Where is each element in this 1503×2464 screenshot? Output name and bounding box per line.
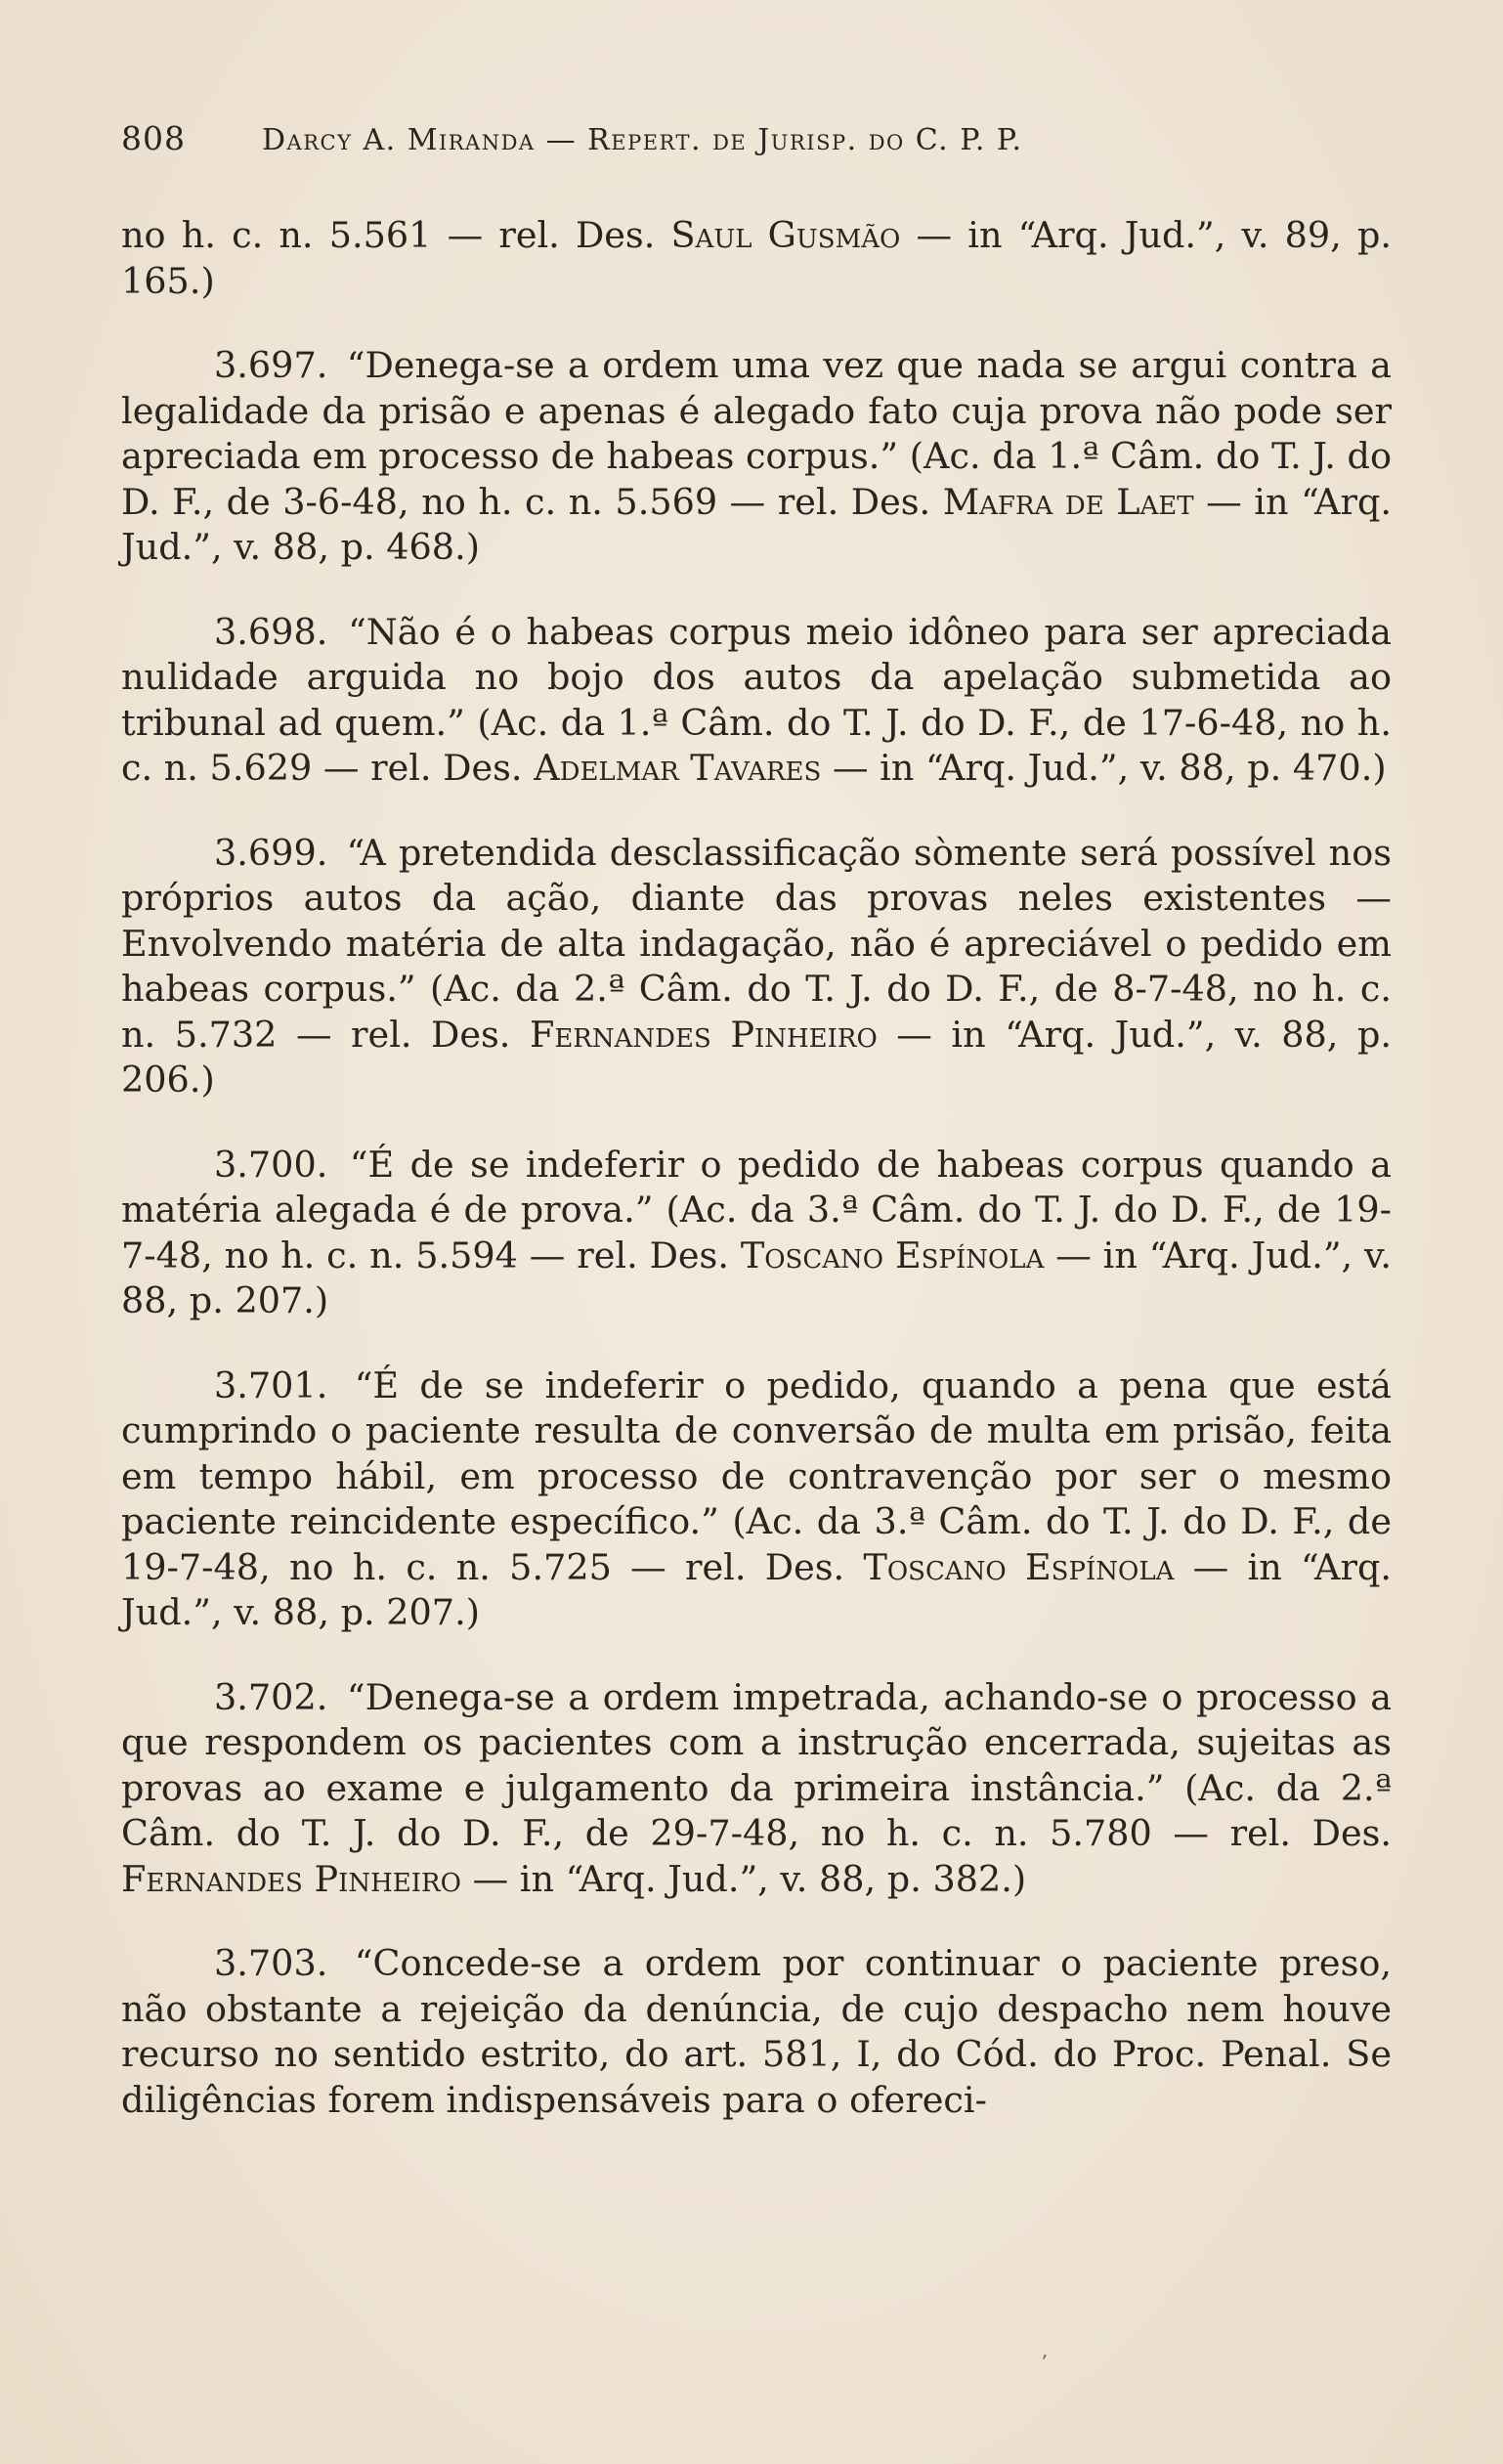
page-number: 808 — [121, 119, 186, 157]
entry-text: “É de se indeferir o pedido de habeas corpus quando a matéria alegada é de prova.” (Ac. da 3.ª Câm. do T. J. do D. F., de 19-7-48, no h. c. n. 5.594 — rel. Des. — [121, 1143, 1392, 1276]
stray-ink-mark: , — [1042, 2338, 1049, 2361]
entry-citation: — in “Arq. Jud.”, v. 88, p. 470.) — [821, 747, 1387, 789]
entry-citation: — in “Arq. Jud.”, v. 89, p. 165.) — [121, 214, 1393, 302]
entry-3702 — [121, 1675, 1392, 1903]
entry-3700 — [121, 1143, 1392, 1324]
entry-author: Saul Gusmão — [670, 214, 901, 256]
entry-citation: — in “Arq. Jud.”, v. 88, p. 206.) — [121, 1013, 1392, 1101]
running-header — [121, 119, 1392, 157]
entry-number: 3.703. — [214, 1942, 328, 1984]
entry-text: “Denega-se a ordem impetrada, achando-se o processo a que respondem os pacientes com a instrução encerrada, sujeitas as provas ao exame e julgamento da primeira instância.” (Ac. da 2.ª Câm. do T. J. do D. F., de 29-7-48, no h. c. n. 5.780 — rel. Des. — [121, 1675, 1392, 1854]
entry-3697 — [121, 343, 1392, 571]
entry-text: no h. c. n. 5.561 — rel. Des. — [121, 214, 671, 256]
entry-author: Adelmar Tavares — [534, 747, 822, 789]
page-body — [121, 213, 1392, 2162]
entry-author: Fernandes Pinheiro — [121, 1857, 461, 1900]
entry-number: 3.702. — [214, 1675, 328, 1718]
entry-citation: — in “Arq. Jud.”, v. 88, p. 468.) — [121, 480, 1392, 568]
entry-citation: — in “Arq. Jud.”, v. 88, p. 207.) — [121, 1545, 1392, 1633]
entry-author: Toscano Espínola — [740, 1233, 1045, 1276]
entry-continuation — [121, 213, 1392, 304]
entry-text: “Denega-se a ordem uma vez que nada se argui contra a legalidade da prisão e apenas é alegado fato cuja prova não pode ser apreciada em processo de habeas corpus.” (Ac. da 1.ª Câm. do T. J. do D. F., de 3-6-48, no h. c. n. 5.569 — rel. Des. — [121, 344, 1392, 523]
entry-text: “A pretendida desclassificação sòmente será possível nos próprios autos da ação, diante das provas neles existentes — Envolvendo matéria de alta indagação, não é apreciável o pedido em habeas corpus.” (Ac. da 2.ª Câm. do T. J. do D. F., de 8-7-48, no h. c. n. 5.732 — rel. Des. — [121, 831, 1392, 1056]
entry-author: Toscano Espínola — [863, 1545, 1175, 1588]
entry-3699 — [121, 831, 1392, 1103]
entry-text: “Não é o habeas corpus meio idôneo para ser apreciada nulidade arguida no bojo dos autos da apelação submetida ao tribunal ad quem.” (Ac. da 1.ª Câm. do T. J. do D. F., de 17-6-48, no h. c. n. 5.629 — rel. Des. — [121, 610, 1392, 789]
entry-number: 3.697. — [214, 344, 328, 386]
entry-citation: — in “Arq. Jud.”, v. 88, p. 382.) — [460, 1857, 1027, 1900]
entry-number: 3.700. — [214, 1143, 328, 1186]
entry-3698 — [121, 610, 1392, 792]
running-title: Darcy A. Miranda — Repert. de Jurisp. do C. P. P. — [262, 123, 1023, 157]
entry-text: “Concede-se a ordem por continuar o paciente preso, não obstante a rejeição da denúncia, de cujo despacho nem houve recurso no sentido estrito, do art. 581, I, do Cód. do Proc. Penal. Se diligências forem indispensáveis para o ofereci- — [121, 1942, 1392, 2121]
entry-number: 3.698. — [214, 610, 328, 653]
entry-3701 — [121, 1363, 1392, 1636]
entry-3703 — [121, 1941, 1392, 2123]
entry-citation: — in “Arq. Jud.”, v. 88, p. 207.) — [121, 1233, 1392, 1321]
entry-author: Mafra de Laet — [942, 480, 1194, 523]
entry-number: 3.699. — [214, 831, 328, 874]
entry-number: 3.701. — [214, 1363, 328, 1406]
entry-text: “É de se indeferir o pedido, quando a pena que está cumprindo o paciente resulta de conversão de multa em prisão, feita em tempo hábil, em processo de contravenção por ser o mesmo paciente reincidente específico.” (Ac. da 3.ª Câm. do T. J. do D. F., de 19-7-48, no h. c. n. 5.725 — rel. Des. — [121, 1363, 1392, 1588]
entry-author: Fernandes Pinheiro — [529, 1013, 878, 1056]
